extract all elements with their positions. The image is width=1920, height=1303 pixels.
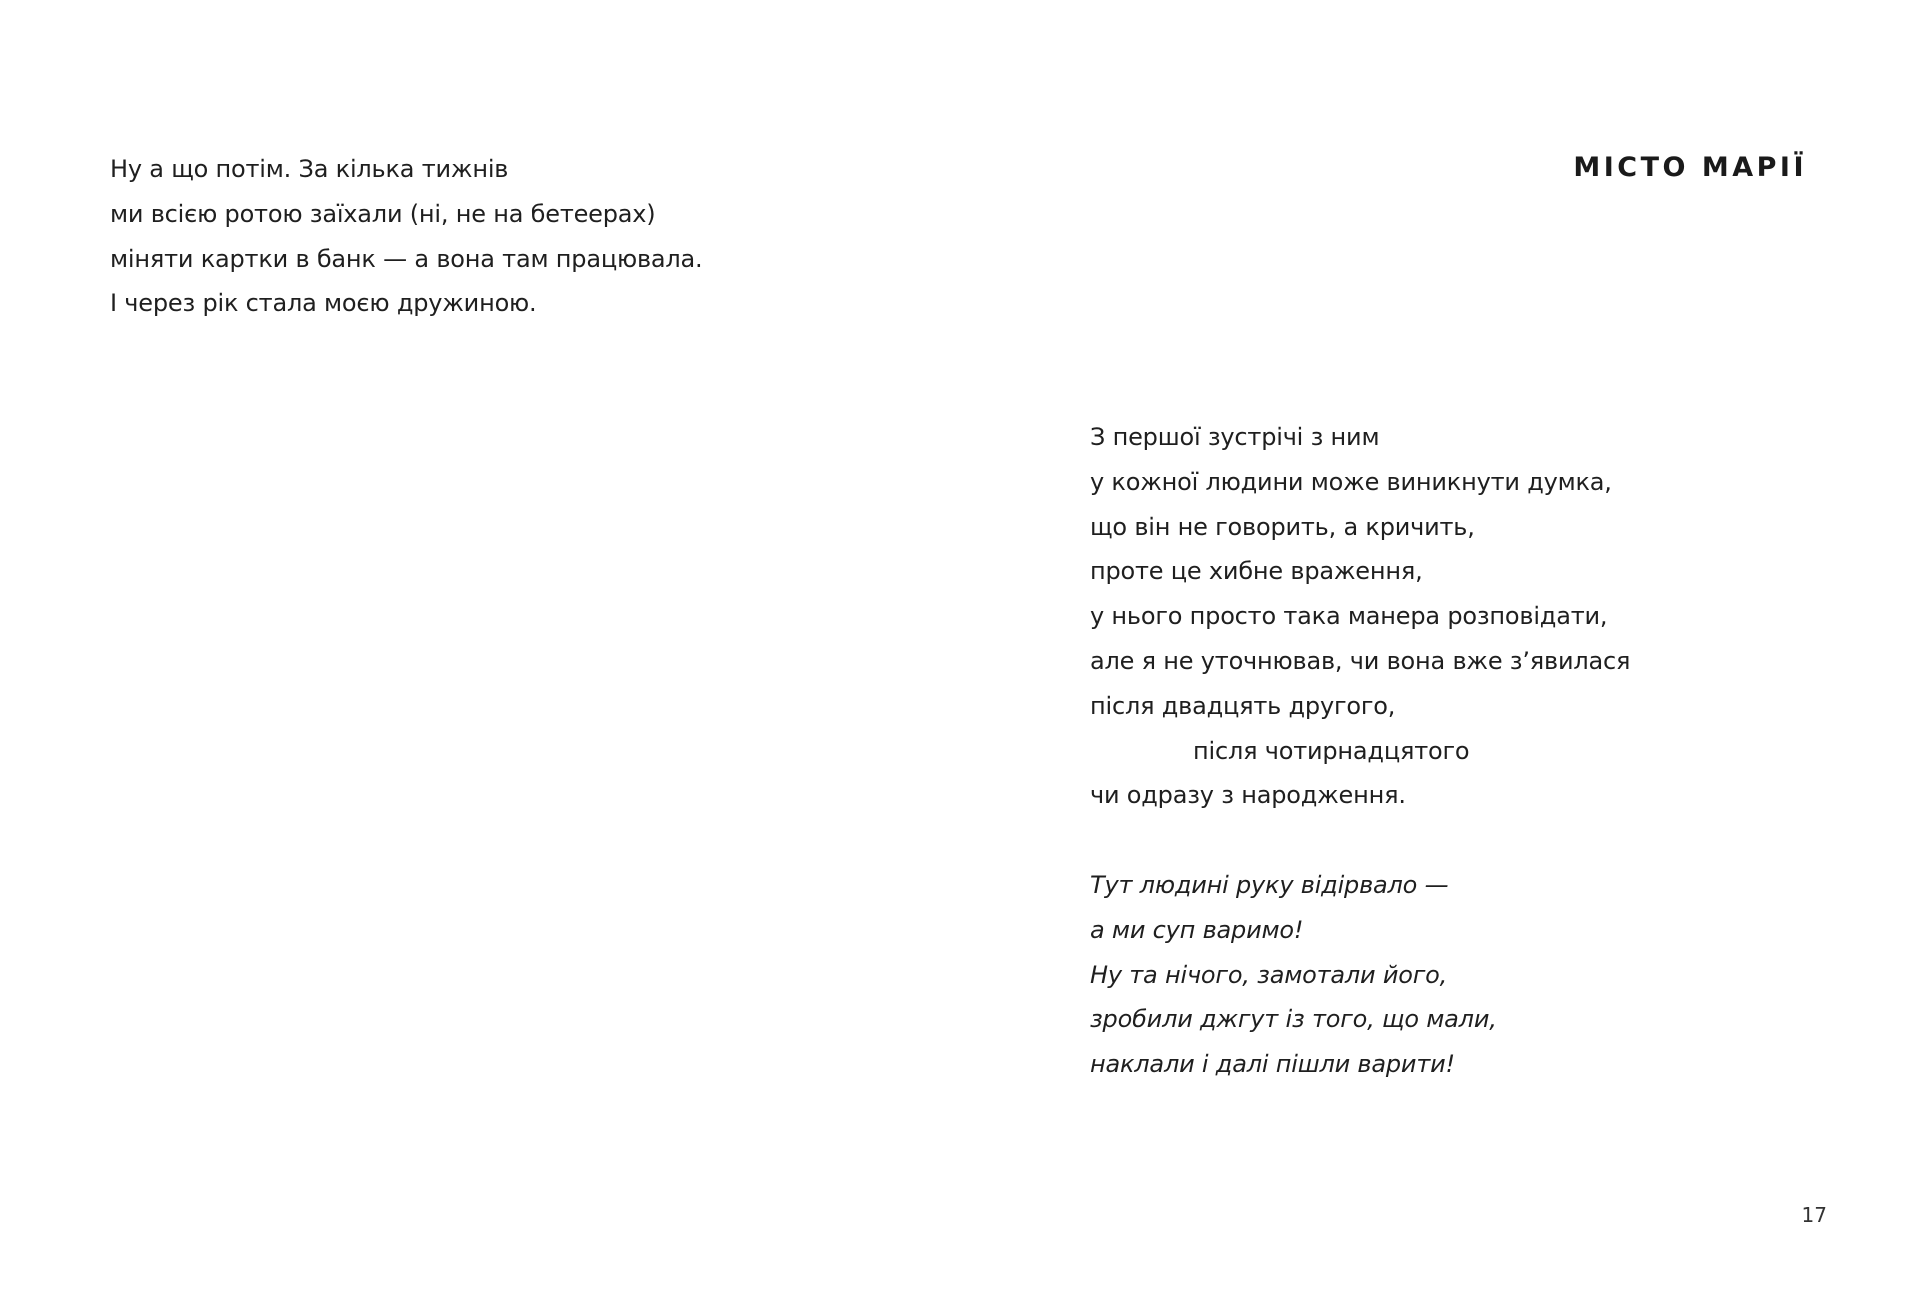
verse-line: проте це хибне враження, xyxy=(1090,557,1423,586)
verse-line: що він не говорить, а кричить, xyxy=(1090,512,1475,541)
verse-line: після двадцять другого, xyxy=(1090,691,1396,720)
stanza-italic-quote xyxy=(1090,863,1630,1087)
verse-line: Ну а що потім. За кілька тижнів xyxy=(110,155,509,183)
verse-line: З першої зустрічі з ним xyxy=(1090,423,1380,451)
verse-line: у кожної людини може виникнути думка, xyxy=(1090,467,1612,496)
verse-line: але я не уточнював, чи вона вже з’явилася xyxy=(1090,646,1631,675)
verse-line: міняти картки в банк — а вона там працювала. xyxy=(110,244,703,273)
quote-line: Тут людині руку відірвало — xyxy=(1090,870,1449,899)
verse-line: чи одразу з народження. xyxy=(1090,781,1406,810)
quote-line: наклали і далі пішли варити! xyxy=(1090,1050,1455,1079)
quote-line: зробили джгут із того, що мали, xyxy=(1090,1005,1497,1034)
quote-line: а ми суп варимо! xyxy=(1090,915,1304,944)
right-page xyxy=(960,0,1920,1303)
quote-line: Ну та нічого, замотали його, xyxy=(1090,960,1448,989)
chapter-title: МІСТО МАРІЇ xyxy=(1573,152,1807,183)
stanza-regular xyxy=(1090,415,1630,818)
verse-line: І через рік стала моєю дружиною. xyxy=(110,289,537,318)
verse-line: у нього просто така манера розповідати, xyxy=(1090,602,1608,631)
verse-line-indented: після чотирнадцятого xyxy=(1193,736,1470,765)
left-page-stanza xyxy=(110,147,703,326)
page-number: 17 xyxy=(1801,1203,1827,1227)
right-page-text xyxy=(1090,415,1630,1087)
verse-line: ми всією ротою заїхали (ні, не на бетеерах) xyxy=(110,199,656,228)
